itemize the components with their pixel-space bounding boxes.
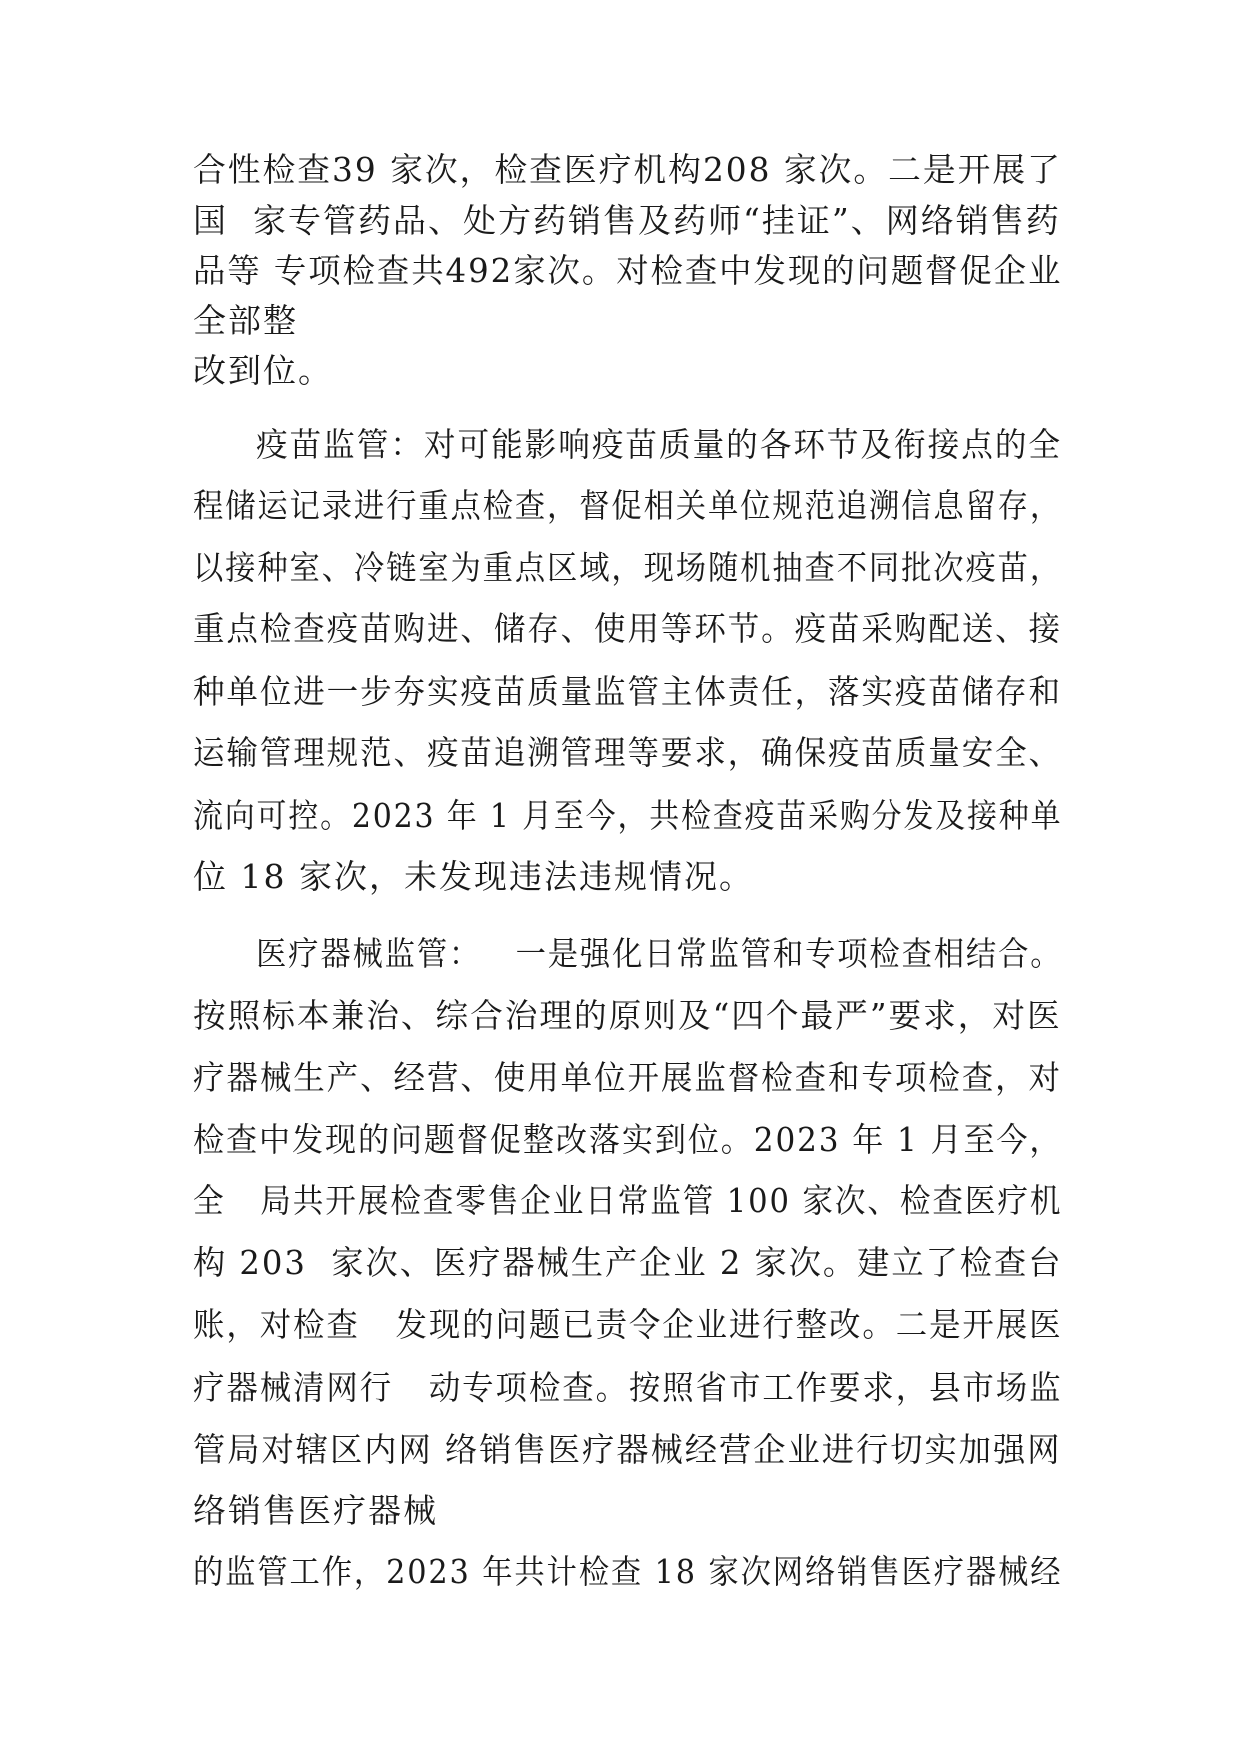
text-line: 构 203 家次、医疗器械生产企业 2 家次。建立了检查台 (193, 1243, 1063, 1282)
text-line: 以接种室、冷链室为重点区域，现场随机抽查不同批次疫苗， (193, 548, 1063, 587)
text-line: 品等 专项检查共492家次。对检查中发现的问题督促企业 (193, 251, 1063, 290)
text-line: 全 局共开展检查零售企业日常监管 100 家次、检查医疗机 (193, 1181, 1063, 1220)
text-line: 种单位进一步夯实疫苗质量监管主体责任，落实疫苗储存和 (193, 672, 1062, 711)
text-line: 按照标本兼治、综合治理的原则及“四个最严”要求，对医 (193, 996, 1062, 1035)
paragraph-device-start: 医疗器械监管： 一是强化日常监管和专项检查相结合。 (256, 934, 1063, 973)
text-line: 疗器械生产、经营、使用单位开展监督检查和专项检查，对 (193, 1058, 1062, 1097)
paragraph-vaccine-start: 疫苗监管：对可能影响疫苗质量的各环节及衔接点的全 (256, 425, 1062, 464)
text-line: 合性检查39 家次，检查医疗机构208 家次。二是开展了 (193, 150, 1062, 189)
text-line: 国 家专管药品、处方药销售及药师“挂证”、网络销售药 (193, 201, 1061, 240)
text-line: 位 18 家次，未发现违法违规情况。 (193, 857, 754, 896)
text-line: 疗器械清网行 动专项检查。按照省市工作要求，县市场监 (193, 1368, 1063, 1407)
text-line: 络销售医疗器械 (193, 1491, 438, 1530)
text-line: 检查中发现的问题督促整改落实到位。2023 年 1 月至今， (193, 1120, 1063, 1159)
text-line: 的监管工作，2023 年共计检查 18 家次网络销售医疗器械经 (193, 1552, 1063, 1591)
text-line: 流向可控。2023 年 1 月至今，共检查疫苗采购分发及接种单 (193, 796, 1063, 835)
text-line: 全部整 (193, 301, 298, 340)
text-line: 改到位。 (193, 351, 333, 390)
text-line: 账，对检查 发现的问题已责令企业进行整改。二是开展医 (193, 1305, 1063, 1344)
text-line: 程储运记录进行重点检查，督促相关单位规范追溯信息留存， (193, 486, 1063, 525)
text-line: 运输管理规范、疫苗追溯管理等要求，确保疫苗质量安全、 (193, 733, 1062, 772)
text-line: 重点检查疫苗购进、储存、使用等环节。疫苗采购配送、接 (193, 609, 1062, 648)
text-line: 管局对辖区内网 络销售医疗器械经营企业进行切实加强网 (193, 1430, 1062, 1469)
